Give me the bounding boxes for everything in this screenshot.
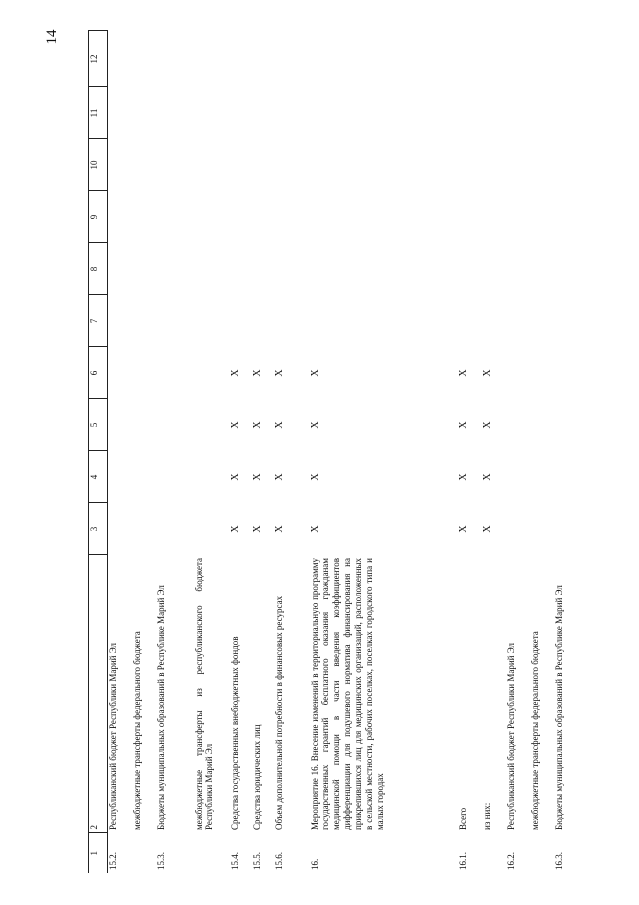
cell-mark: X — [309, 369, 321, 377]
cell-empty — [108, 31, 132, 87]
cell-empty — [108, 139, 132, 191]
row-number: 16. — [309, 858, 320, 870]
cell-mark: X — [229, 369, 241, 377]
cell-mark: X — [229, 473, 241, 481]
row-description: Мероприятие 16. Внесение изменений в территориальную программу государственных гарантий бесплатного оказания гражданам медицинской помощи в части введения коэффициентов дифференциации для подушевого норматива финансирования на прикрепившихся лиц для медицинских организаций, расположенных в сельской местности, рабочих поселках, поселках городского типа и малых городах — [309, 558, 386, 830]
cell-mark — [108, 347, 132, 399]
cell-empty — [230, 191, 252, 243]
cell-mark — [194, 503, 230, 555]
cell-mark: X — [457, 421, 469, 429]
budget-table — [88, 31, 586, 874]
cell-empty — [156, 243, 194, 295]
cell-empty — [554, 191, 586, 243]
cell-mark: X — [457, 369, 469, 377]
column-header: 7 — [89, 295, 108, 347]
row-number: 15.3. — [155, 852, 166, 870]
row-description: Средства юридических лиц — [251, 724, 262, 830]
cell-mark — [156, 503, 194, 555]
cell-empty — [132, 243, 156, 295]
cell-mark — [194, 451, 230, 503]
cell-empty — [252, 243, 274, 295]
cell-mark — [108, 503, 132, 555]
cell-empty — [252, 87, 274, 139]
row-number: 15.6. — [273, 852, 284, 870]
row-description: межбюджетные трансферты федерального бюджета — [131, 631, 142, 830]
row-number: 16.3. — [553, 852, 564, 870]
cell-mark — [132, 347, 156, 399]
row-description: Республиканский бюджет Республики Марий Эл — [505, 642, 516, 830]
cell-empty — [108, 87, 132, 139]
cell-mark — [132, 451, 156, 503]
cell-empty — [458, 31, 482, 87]
cell-empty — [506, 191, 530, 243]
cell-empty — [506, 87, 530, 139]
cell-empty — [554, 243, 586, 295]
table-row — [554, 31, 586, 873]
cell-mark — [554, 347, 586, 399]
row-number — [482, 833, 506, 873]
cell-empty — [310, 295, 458, 347]
table-row — [230, 31, 252, 873]
cell-empty — [274, 295, 310, 347]
cell-mark: X — [229, 525, 241, 533]
cell-empty — [156, 139, 194, 191]
cell-empty — [194, 243, 230, 295]
cell-mark — [506, 399, 530, 451]
cell-empty — [458, 87, 482, 139]
cell-empty — [274, 139, 310, 191]
row-description: межбюджетные трансферты федерального бюджета — [529, 631, 540, 830]
table-row — [530, 31, 554, 873]
table-row — [506, 31, 530, 873]
cell-empty — [458, 191, 482, 243]
cell-empty — [506, 31, 530, 87]
cell-empty — [482, 295, 506, 347]
cell-mark: X — [273, 473, 285, 481]
cell-empty — [530, 191, 554, 243]
cell-empty — [230, 31, 252, 87]
column-header: 12 — [89, 31, 108, 87]
cell-empty — [482, 139, 506, 191]
column-header: 2 — [89, 555, 108, 833]
cell-empty — [310, 139, 458, 191]
row-number — [132, 833, 156, 873]
cell-empty — [310, 87, 458, 139]
row-description: Средства государственных внебюджетных фондов — [229, 636, 240, 830]
cell-mark — [530, 399, 554, 451]
row-description: из них: — [481, 802, 492, 830]
cell-empty — [252, 31, 274, 87]
cell-empty — [194, 191, 230, 243]
cell-empty — [482, 31, 506, 87]
table-row — [252, 31, 274, 873]
table-row — [310, 31, 458, 873]
column-header: 6 — [89, 347, 108, 399]
cell-empty — [132, 295, 156, 347]
row-description: межбюджетные трансферты из республиканского бюджета Республики Марий Эл — [193, 558, 215, 830]
cell-mark: X — [481, 421, 493, 429]
cell-empty — [458, 243, 482, 295]
column-header: 4 — [89, 451, 108, 503]
cell-empty — [274, 243, 310, 295]
table-row — [156, 31, 194, 873]
table-row — [132, 31, 156, 873]
cell-empty — [506, 243, 530, 295]
cell-mark — [194, 399, 230, 451]
cell-mark — [506, 503, 530, 555]
cell-empty — [252, 139, 274, 191]
cell-empty — [132, 31, 156, 87]
row-number: 16.1. — [457, 852, 468, 870]
cell-empty — [132, 87, 156, 139]
cell-empty — [554, 31, 586, 87]
column-header: 11 — [89, 87, 108, 139]
cell-mark: X — [481, 525, 493, 533]
table-header-row — [89, 31, 108, 873]
cell-mark: X — [251, 525, 263, 533]
cell-empty — [482, 243, 506, 295]
cell-empty — [506, 295, 530, 347]
cell-mark — [156, 399, 194, 451]
cell-empty — [554, 139, 586, 191]
cell-empty — [530, 87, 554, 139]
row-description: Республиканский бюджет Республики Марий Эл — [108, 642, 118, 830]
cell-mark: X — [251, 421, 263, 429]
cell-empty — [310, 191, 458, 243]
column-header: 9 — [89, 191, 108, 243]
cell-mark: X — [457, 473, 469, 481]
cell-mark: X — [481, 369, 493, 377]
column-header: 10 — [89, 139, 108, 191]
cell-mark: X — [273, 369, 285, 377]
cell-empty — [194, 87, 230, 139]
cell-mark — [554, 451, 586, 503]
cell-empty — [530, 295, 554, 347]
cell-mark: X — [251, 369, 263, 377]
table-row — [482, 31, 506, 873]
column-header: 5 — [89, 399, 108, 451]
cell-empty — [156, 87, 194, 139]
table-row — [458, 31, 482, 873]
cell-mark — [108, 451, 132, 503]
cell-mark — [506, 451, 530, 503]
cell-empty — [108, 243, 132, 295]
row-number — [530, 833, 554, 873]
cell-mark — [156, 347, 194, 399]
cell-empty — [156, 191, 194, 243]
cell-mark: X — [273, 525, 285, 533]
column-header: 8 — [89, 243, 108, 295]
cell-empty — [252, 295, 274, 347]
column-header: 1 — [89, 833, 108, 873]
cell-mark — [530, 503, 554, 555]
cell-empty — [310, 243, 458, 295]
cell-empty — [554, 87, 586, 139]
cell-mark — [132, 399, 156, 451]
cell-mark: X — [309, 421, 321, 429]
cell-empty — [274, 191, 310, 243]
column-header: 3 — [89, 503, 108, 555]
cell-mark: X — [273, 421, 285, 429]
row-number: 16.2. — [505, 852, 516, 870]
cell-empty — [530, 243, 554, 295]
cell-mark — [554, 399, 586, 451]
cell-empty — [230, 295, 252, 347]
table-row — [108, 31, 132, 873]
cell-empty — [458, 139, 482, 191]
cell-empty — [132, 139, 156, 191]
cell-mark — [554, 503, 586, 555]
row-number: 15.5. — [251, 852, 262, 870]
cell-empty — [108, 191, 132, 243]
cell-empty — [194, 295, 230, 347]
table-row — [274, 31, 310, 873]
cell-mark — [156, 451, 194, 503]
cell-mark — [506, 347, 530, 399]
cell-mark — [132, 503, 156, 555]
row-number — [194, 833, 230, 873]
cell-mark: X — [481, 473, 493, 481]
cell-empty — [252, 191, 274, 243]
cell-mark — [530, 451, 554, 503]
cell-empty — [482, 87, 506, 139]
row-number: 15.4. — [229, 852, 240, 870]
cell-mark — [530, 347, 554, 399]
cell-empty — [230, 87, 252, 139]
cell-empty — [506, 139, 530, 191]
table-row — [194, 31, 230, 873]
cell-empty — [458, 295, 482, 347]
cell-empty — [156, 31, 194, 87]
cell-mark: X — [457, 525, 469, 533]
cell-empty — [530, 31, 554, 87]
cell-mark: X — [229, 421, 241, 429]
cell-empty — [482, 191, 506, 243]
cell-empty — [230, 139, 252, 191]
row-description: Бюджеты муниципальных образований в Республике Марий Эл — [553, 585, 564, 830]
cell-empty — [530, 139, 554, 191]
cell-empty — [108, 295, 132, 347]
row-description: Всего — [457, 807, 468, 830]
cell-empty — [194, 31, 230, 87]
cell-empty — [132, 191, 156, 243]
cell-mark: X — [251, 473, 263, 481]
cell-empty — [156, 295, 194, 347]
cell-empty — [274, 87, 310, 139]
cell-empty — [310, 31, 458, 87]
row-number: 15.2. — [108, 852, 118, 870]
cell-mark: X — [309, 525, 321, 533]
page-number: 14 — [44, 29, 60, 45]
cell-mark — [194, 347, 230, 399]
cell-empty — [194, 139, 230, 191]
cell-mark: X — [309, 473, 321, 481]
cell-empty — [554, 295, 586, 347]
row-description: Бюджеты муниципальных образований в Республике Марий Эл — [155, 585, 166, 830]
cell-empty — [274, 31, 310, 87]
row-description: Объем дополнительной потребности в финансовых ресурсах — [273, 595, 284, 830]
cell-mark — [108, 399, 132, 451]
cell-empty — [230, 243, 252, 295]
